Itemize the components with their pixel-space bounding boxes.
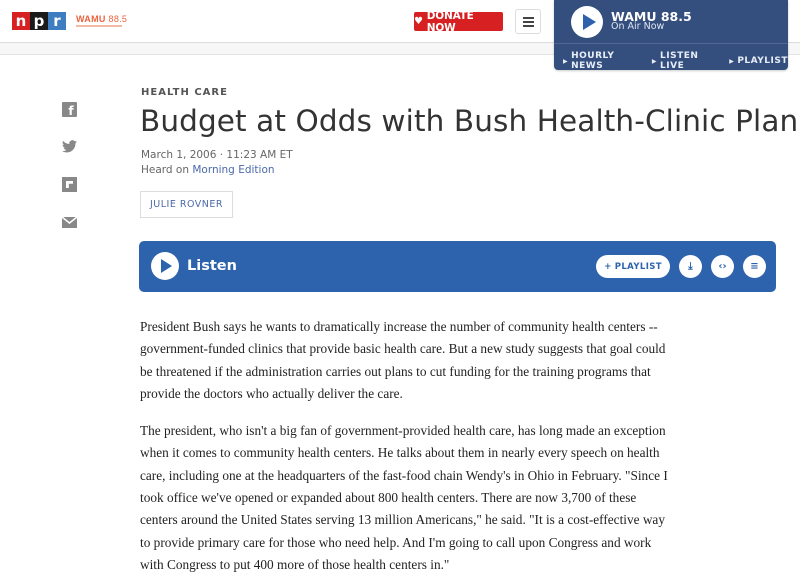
download-icon: ⤓ (688, 261, 693, 272)
audio-play-button[interactable] (151, 252, 179, 280)
listen-live-label: LISTEN LIVE (660, 51, 699, 71)
transcript-button[interactable] (743, 255, 766, 278)
listen-live-link[interactable] (652, 51, 719, 71)
hamburger-icon (523, 17, 534, 19)
station-logo-tagline (76, 25, 122, 27)
story-paragraph: The president, who isn't a big fan of government-provided health care, has long made an exception when it comes to community health centers. He talks about them in nearly every speech on health care, including one at the headquarters of the fast-food chain Wendy's in Ohio in February. "Since I took office we've opened or expanded about 800 health centers. There are now 3,700 of these centers around the United States serving 13 million Americans," he said. "It is a cost-effective way to provide primary care for those who need help. And I'm going to call upon Congress and work with Congress to put 400 more of those health centers in." (140, 423, 668, 572)
playlist-button-label: PLAYLIST (614, 261, 662, 272)
program-link[interactable]: Morning Edition (192, 164, 275, 176)
hamburger-icon (523, 25, 534, 27)
menu-button[interactable] (515, 9, 541, 34)
npr-logo-r: r (48, 12, 66, 30)
transcript-icon: ≡ (750, 261, 759, 272)
dateline: March 1, 2006 · 11:23 AM ET (141, 149, 293, 161)
play-icon (161, 259, 172, 273)
add-to-playlist-button[interactable] (596, 255, 670, 278)
station-logo-name: WAMU (76, 14, 106, 24)
npr-logo[interactable] (12, 12, 66, 30)
embed-button[interactable] (711, 255, 734, 278)
live-station-name: WAMU 88.5 (611, 9, 692, 24)
story-paragraph: President Bush says he wants to dramatically increase the number of community health centers -- government-funded clinics that provide basic health care. But a new study suggests that goal could be threatened if the administration carries out plans to cut funding for the training programs that provide the doctors who actually deliver the care. (140, 319, 666, 401)
play-icon (583, 14, 596, 30)
plus-icon: + (604, 261, 612, 272)
caret-right-icon: ▶ (563, 57, 569, 65)
caret-right-icon: ▶ (729, 57, 735, 65)
facebook-icon[interactable]: f (62, 102, 77, 117)
donate-label: DONATE NOW (426, 9, 474, 34)
heart-icon: ♥ (414, 16, 423, 27)
hamburger-icon (523, 21, 534, 23)
audio-player (139, 241, 776, 292)
audio-actions (596, 255, 766, 278)
heard-on (141, 164, 275, 176)
station-logo-freq: 88.5 (108, 14, 128, 24)
caret-right-icon: ▶ (651, 57, 658, 65)
live-player (554, 0, 788, 70)
live-play-button[interactable] (571, 6, 603, 38)
page-title: Budget at Odds with Bush Health-Clinic Plan (140, 104, 799, 138)
playlist-label: PLAYLIST (737, 56, 788, 66)
flipboard-icon[interactable] (62, 177, 77, 192)
live-status: On Air Now (611, 21, 665, 32)
live-links (563, 51, 788, 71)
donate-button[interactable] (414, 9, 503, 34)
divider (554, 43, 788, 44)
hourly-news-link[interactable] (563, 51, 642, 71)
listen-label[interactable]: Listen (187, 258, 237, 274)
embed-icon: ‹› (718, 261, 727, 272)
playlist-link[interactable] (729, 51, 788, 71)
email-icon[interactable] (62, 215, 77, 230)
download-button[interactable] (679, 255, 702, 278)
npr-logo-p: p (30, 12, 48, 30)
twitter-icon[interactable] (62, 139, 77, 154)
npr-logo-n: n (12, 12, 30, 30)
section-slug[interactable]: HEALTH CARE (141, 87, 228, 98)
hourly-news-label: HOURLY NEWS (571, 51, 615, 71)
station-logo[interactable] (76, 14, 127, 24)
story-body (140, 316, 670, 581)
byline-button[interactable]: JULIE ROVNER (140, 191, 233, 218)
heard-on-prefix: Heard on (141, 164, 193, 176)
